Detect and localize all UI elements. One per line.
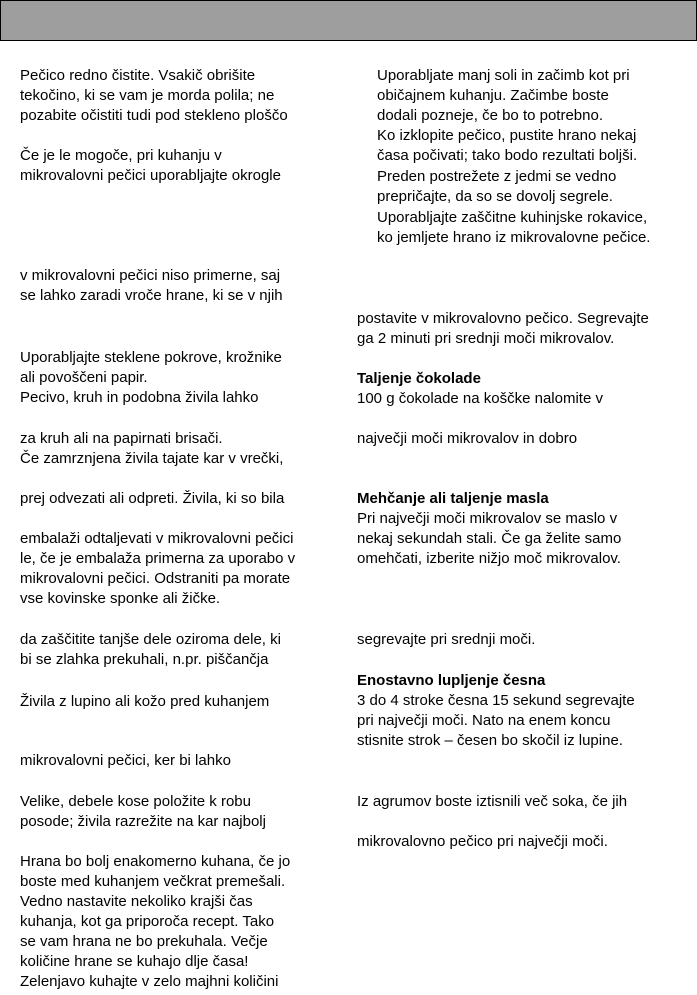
left-line: za kruh ali na papirnati brisači. [20, 430, 223, 447]
right-line: Pri največji moči mikrovalov se maslo v [357, 510, 618, 527]
left-line: boste med kuhanjem večkrat premešali. [20, 873, 286, 890]
right-line: največji moči mikrovalov in dobro [357, 430, 578, 447]
left-line: pozabite očistiti tudi pod stekleno ploščo [20, 107, 288, 124]
section-heading: Enostavno lupljenje česna [357, 672, 546, 689]
left-line: posode; živila razrežite na kar najbolj [20, 813, 266, 830]
left-line: Vedno nastavite nekoliko krajši čas [20, 893, 253, 910]
right-line: mikrovalovno pečico pri največji moči. [357, 833, 608, 850]
right-line: pri največji moči. Nato na enem koncu [357, 712, 611, 729]
left-line: kuhanja, kot ga priporoča recept. Tako [20, 913, 275, 930]
left-line: Hrana bo bolj enakomerno kuhana, če jo [20, 853, 291, 870]
right-line: stisnite strok – česen bo skočil iz lupine. [357, 732, 623, 749]
left-line: Pečico redno čistite. Vsakič obrišite [20, 67, 256, 84]
right-line: Iz agrumov boste iztisnili več soka, če jih [357, 793, 628, 810]
left-line: le, če je embalaža primerna za uporabo v [20, 550, 296, 567]
right-line: 3 do 4 stroke česna 15 sekund segrevajte [357, 692, 635, 709]
left-line: Živila z lupino ali kožo pred kuhanjem [20, 693, 270, 710]
left-line: da zaščitite tanjše dele oziroma dele, ki [20, 631, 281, 648]
right-line: Uporabljate manj soli in začimb kot pri [377, 67, 630, 84]
left-line: Uporabljajte steklene pokrove, krožnike [20, 349, 282, 366]
left-line: mikrovalovni pečici. Odstraniti pa morate [20, 570, 291, 587]
right-line: prepričajte, da so se dovolj segrele. [377, 188, 613, 205]
header-bar [0, 0, 697, 41]
left-line: količine hrane se kuhajo dlje časa! [20, 953, 249, 970]
left-line: se lahko zaradi vroče hrane, ki se v njih [20, 287, 283, 304]
section-heading: Mehčanje ali taljenje masla [357, 490, 549, 507]
left-line: tekočino, ki se vam je morda polila; ne [20, 87, 275, 104]
right-line: Uporabljajte zaščitne kuhinjske rokavice, [377, 209, 648, 226]
left-line: ali povoščeni papir. [20, 369, 148, 386]
right-line: segrevajte pri srednji moči. [357, 631, 536, 648]
right-line: časa počivati; tako bodo rezultati boljši. [377, 147, 638, 164]
left-line: Pecivo, kruh in podobna živila lahko [20, 389, 259, 406]
right-line: 100 g čokolade na koščke nalomite v [357, 390, 603, 407]
right-line: Ko izklopite pečico, pustite hrano nekaj [377, 127, 637, 144]
left-line: prej odvezati ali odpreti. Živila, ki so bila [20, 490, 285, 507]
left-line: Če je le mogoče, pri kuhanju v [20, 147, 222, 164]
right-line: dodali pozneje, če bo to potrebno. [377, 107, 604, 124]
right-line: postavite v mikrovalovno pečico. Segrevajte [357, 310, 649, 327]
left-line: se vam hrana ne bo prekuhala. Večje [20, 933, 268, 950]
left-line: bi se zlahka prekuhali, n.pr. piščančja [20, 651, 269, 668]
left-line: mikrovalovni pečici, ker bi lahko [20, 752, 231, 769]
left-line: embalaži odtaljevati v mikrovalovni pečici [20, 530, 294, 547]
left-line: Če zamrznjena živila tajate kar v vrečki, [20, 450, 284, 467]
left-line: mikrovalovni pečici uporabljajte okrogle [20, 167, 281, 184]
right-line: Preden postrežete z jedmi se vedno [377, 168, 617, 185]
right-line: omehčati, izberite nižjo moč mikrovalov. [357, 550, 621, 567]
right-line: nekaj sekundah stali. Če ga želite samo [357, 530, 622, 547]
right-line: ga 2 minuti pri srednji moči mikrovalov. [357, 330, 615, 347]
left-line: Velike, debele kose položite k robu [20, 793, 251, 810]
left-line: v mikrovalovni pečici niso primerne, saj [20, 267, 281, 284]
left-line: vse kovinske sponke ali žičke. [20, 590, 221, 607]
section-heading: Taljenje čokolade [357, 370, 481, 387]
right-line: ko jemljete hrano iz mikrovalovne pečice. [377, 229, 651, 246]
left-line: Zelenjavo kuhajte v zelo majhni količini [20, 973, 279, 990]
right-line: običajnem kuhanju. Začimbe boste [377, 87, 609, 104]
